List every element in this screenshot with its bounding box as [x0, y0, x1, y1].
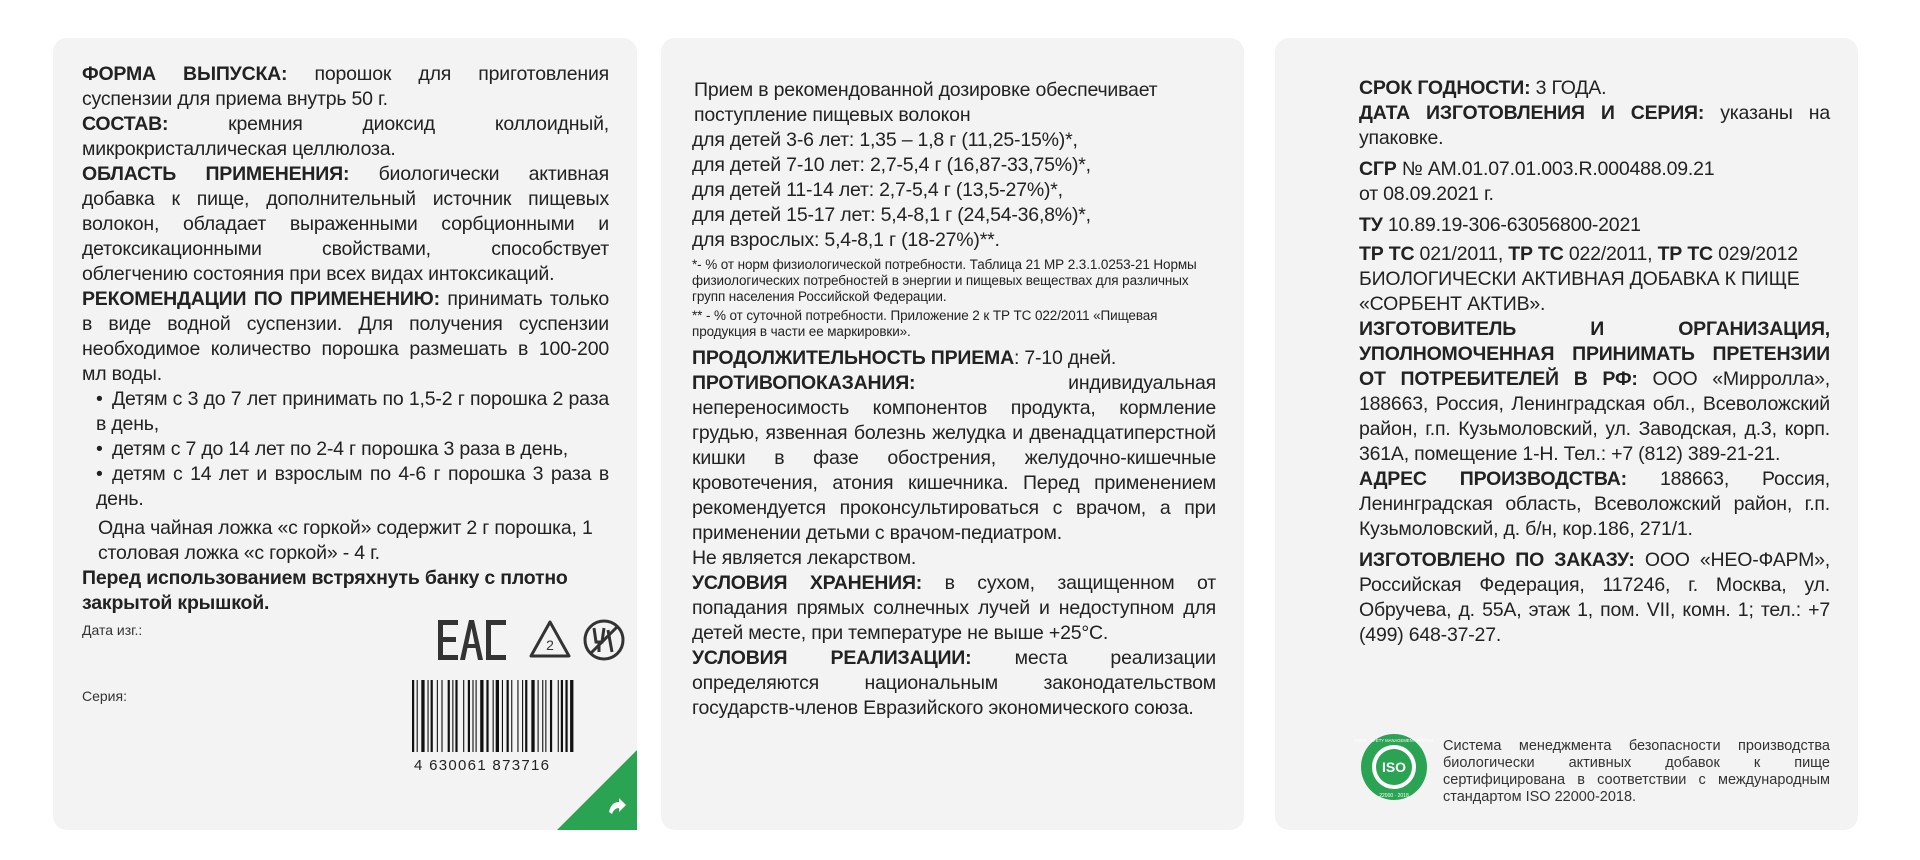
corner-green-tab — [557, 750, 637, 830]
barcode-bar — [542, 680, 543, 752]
spoon-note: Одна чайная ложка «с горкой» содержит 2 г порошка, 1 столовая ложка «с горкой» - 4 г. — [98, 517, 593, 564]
eac-mark-icon — [438, 620, 506, 660]
barcode-bar — [565, 680, 567, 752]
barcode-bar — [525, 680, 527, 752]
composition: СОСТАВ: кремния диоксид коллоидный, микрокристаллическая целлюлоза. — [82, 113, 609, 160]
barcode-bar — [550, 680, 552, 752]
made-to-order: ИЗГОТОВЛЕНО ПО ЗАКАЗУ: ООО «НЕО-ФАРМ», Российская Федерация, 117246, г. Москва, ул. Обручева, д. 55А, этаж 1, пом. VII, комн. 1; тел.: +7 (499) 648-37-27. — [1359, 549, 1830, 646]
barcode-bar — [463, 680, 464, 752]
tu-number: ТУ 10.89.19-306-63056800-2021 — [1359, 214, 1641, 236]
barcode-bar — [437, 680, 438, 752]
iso-statement: Система менеджмента безопасности производства биологически активных добавок к пище сертифицирована в соответствии с международным стандартом ISO 22000-2018. — [1443, 738, 1830, 805]
barcode-bar — [452, 680, 453, 752]
barcode-bar — [472, 680, 473, 752]
barcode-bar — [531, 680, 534, 752]
barcode-bar — [455, 680, 457, 752]
food-safe-icon — [585, 621, 623, 659]
barcode-bar — [431, 680, 433, 752]
iso-badge-text: ISO — [1381, 759, 1407, 775]
recycle-number: 2 — [546, 637, 554, 653]
barcode-bar — [448, 680, 450, 752]
dose-line: для детей 3-6 лет: 1,35 – 1,8 г (11,25-15%)*, — [692, 129, 1078, 151]
storage-conditions: УСЛОВИЯ ХРАНЕНИЯ: в сухом, защищенном от попадания прямых солнечных лучей и недоступном для детей месте, при температуре не выше +25°С. — [692, 572, 1216, 644]
iso-logo-icon — [1354, 732, 1434, 802]
production-address: АДРЕС ПРОИЗВОДСТВА: 188663, Россия, Ленинградская область, Всеволожский район, г.п. Кузьмоловский, д. б/н, кор.186, 271/1. — [1359, 468, 1830, 540]
footnote-1: *- % от норм физиологической потребности. Таблица 21 МР 2.3.1.0253-21 Нормы физиологических потребностей в энергии и пищевых веществах для различных групп населения Российской Федерации. — [692, 257, 1197, 304]
contraindications: ПРОТИВОПОКАЗАНИЯ: индивидуальная непереносимость компонентов продукта, кормление грудью, язвенная болезнь желудка и двенадцатиперстной кишки в фазе обострения, желудочно-кишечные кровотечения, атония кишечника. Перед применением рекомендуется проконсультироваться с врачом, а при применении детьми с врачом-педиатром. — [692, 372, 1216, 544]
barcode-bar — [545, 680, 546, 752]
product-name: БИОЛОГИЧЕСКИ АКТИВНАЯ ДОБАВКА К ПИЩЕ «СОРБЕНТ АКТИВ». — [1359, 268, 1800, 315]
application-area: ОБЛАСТЬ ПРИМЕНЕНИЯ: биологически активная добавка к пище, дополнительный источник пищевых волокон, обладает выраженными сорбционными и детоксикационными свойствами, способствует облегчению состояния при всех видах интоксикаций. — [82, 163, 609, 285]
manufacturer: ИЗГОТОВИТЕЛЬ И ОРГАНИЗАЦИЯ, УПОЛНОМОЧЕННАЯ ПРИНИМАТЬ ПРЕТЕНЗИИ ОТ ПОТРЕБИТЕЛЕЙ В РФ: ООО «Мирролла», 188663, Россия, Ленинградская обл., Всеволожский район, г.п. Кузьмоловский, ул. Заводская, д.3, корп. 361А, помещение 1-Н. Тел.: +7 (812) 389-21-21. — [1359, 318, 1830, 465]
barcode-bar — [507, 680, 509, 752]
barcode-bar — [558, 680, 559, 752]
dosage-bullet: • Детям с 3 до 7 лет принимать по 1,5-2 г порошка 2 раза в день, — [96, 388, 609, 435]
release-form: ФОРМА ВЫПУСКА: порошок для приготовления суспензии для приема внутрь 50 г. — [82, 63, 609, 110]
barcode-bar — [493, 680, 494, 752]
intake-duration: ПРОДОЛЖИТЕЛЬНОСТЬ ПРИЕМА: 7-10 дней. — [692, 347, 1117, 369]
certification-icons — [438, 616, 628, 664]
barcode-bar — [417, 680, 418, 752]
sgr-date: от 08.09.2021 г. — [1359, 183, 1494, 205]
barcode-bar — [538, 680, 539, 752]
panel-right — [1275, 38, 1858, 830]
shelf-life: СРОК ГОДНОСТИ: 3 ГОДА. — [1359, 77, 1607, 99]
recycle-2-icon — [531, 622, 569, 656]
footnote-2: ** - % от суточной потребности. Приложение 2 к ТР ТС 022/2011 «Пищевая продукция в части ее маркировки». — [692, 308, 1158, 339]
panel-left — [53, 38, 637, 830]
dose-line: для детей 7-10 лет: 2,7-5,4 г (16,87-33,75%)*, — [692, 154, 1091, 176]
dose-line: для детей 11-14 лет: 2,7-5,4 г (13,5-27%)*, — [692, 179, 1063, 201]
usage-recommendations: РЕКОМЕНДАЦИИ ПО ПРИМЕНЕНИЮ: принимать только в виде водной суспензии. Для получения суспензии необходимое количество порошка размешать в 100-200 мл воды. — [82, 288, 609, 385]
barcode-bar — [468, 680, 470, 752]
dosage-bullet: • детям с 7 до 14 лет по 2-4 г порошка 3 раза в день, — [96, 438, 568, 460]
barcode-bar — [476, 680, 477, 752]
manufacture-date-label: Дата изг.: — [82, 622, 143, 638]
barcode-bar — [428, 680, 429, 752]
sgr-number: СГР № AM.01.07.01.003.R.000488.09.21 — [1359, 158, 1715, 180]
barcode-number: 4 630061 873716 — [414, 757, 551, 774]
dose-line: для детей 15-17 лет: 5,4-8,1 г (24,54-36,8%)*, — [692, 204, 1091, 226]
barcode-bar — [496, 680, 499, 752]
tr-ts-list: ТР ТС 021/2011, ТР ТС 022/2011, ТР ТС 029/2012 — [1359, 243, 1798, 265]
intake-intro: Прием в рекомендованной дозировке обеспечивает поступление пищевых волокон — [694, 79, 1158, 126]
iso-ring-text: FOOD SAFETY MANAGEMENT SYSTEM — [1354, 738, 1434, 743]
barcode-bar — [412, 680, 414, 752]
barcode-bars — [412, 680, 573, 752]
dosage-bullet: • детям с 14 лет и взрослым по 4-6 г порошка 3 раза в день. — [96, 463, 609, 510]
series-label: Серия: — [82, 688, 127, 704]
barcode-bar — [570, 680, 573, 752]
barcode-bar — [517, 680, 518, 752]
shake-instruction: Перед использованием встряхнуть банку с плотно закрытой крышкой. — [82, 567, 568, 614]
sale-conditions: УСЛОВИЯ РЕАЛИЗАЦИИ: места реализации определяются национальным законодательством государств-членов Евразийского экономического союза. — [692, 647, 1216, 719]
manufacture-date-series: ДАТА ИЗГОТОВЛЕНИЯ И СЕРИЯ: указаны на упаковке. — [1359, 102, 1831, 149]
not-a-drug: Не является лекарством. — [692, 547, 917, 569]
dose-line: для взрослых: 5,4-8,1 г (18-27%)**. — [692, 229, 1000, 251]
barcode-bar — [522, 680, 523, 752]
barcode-bar — [480, 680, 483, 752]
barcode-bar — [502, 680, 503, 752]
panel-middle — [661, 38, 1244, 830]
barcode-bar — [421, 680, 424, 752]
barcode-bar — [561, 680, 563, 752]
barcode-bar — [486, 680, 488, 752]
iso-year-text: 22000 · 2018 — [1379, 793, 1409, 799]
barcode-bar — [511, 680, 512, 752]
barcode-bar — [441, 680, 442, 752]
